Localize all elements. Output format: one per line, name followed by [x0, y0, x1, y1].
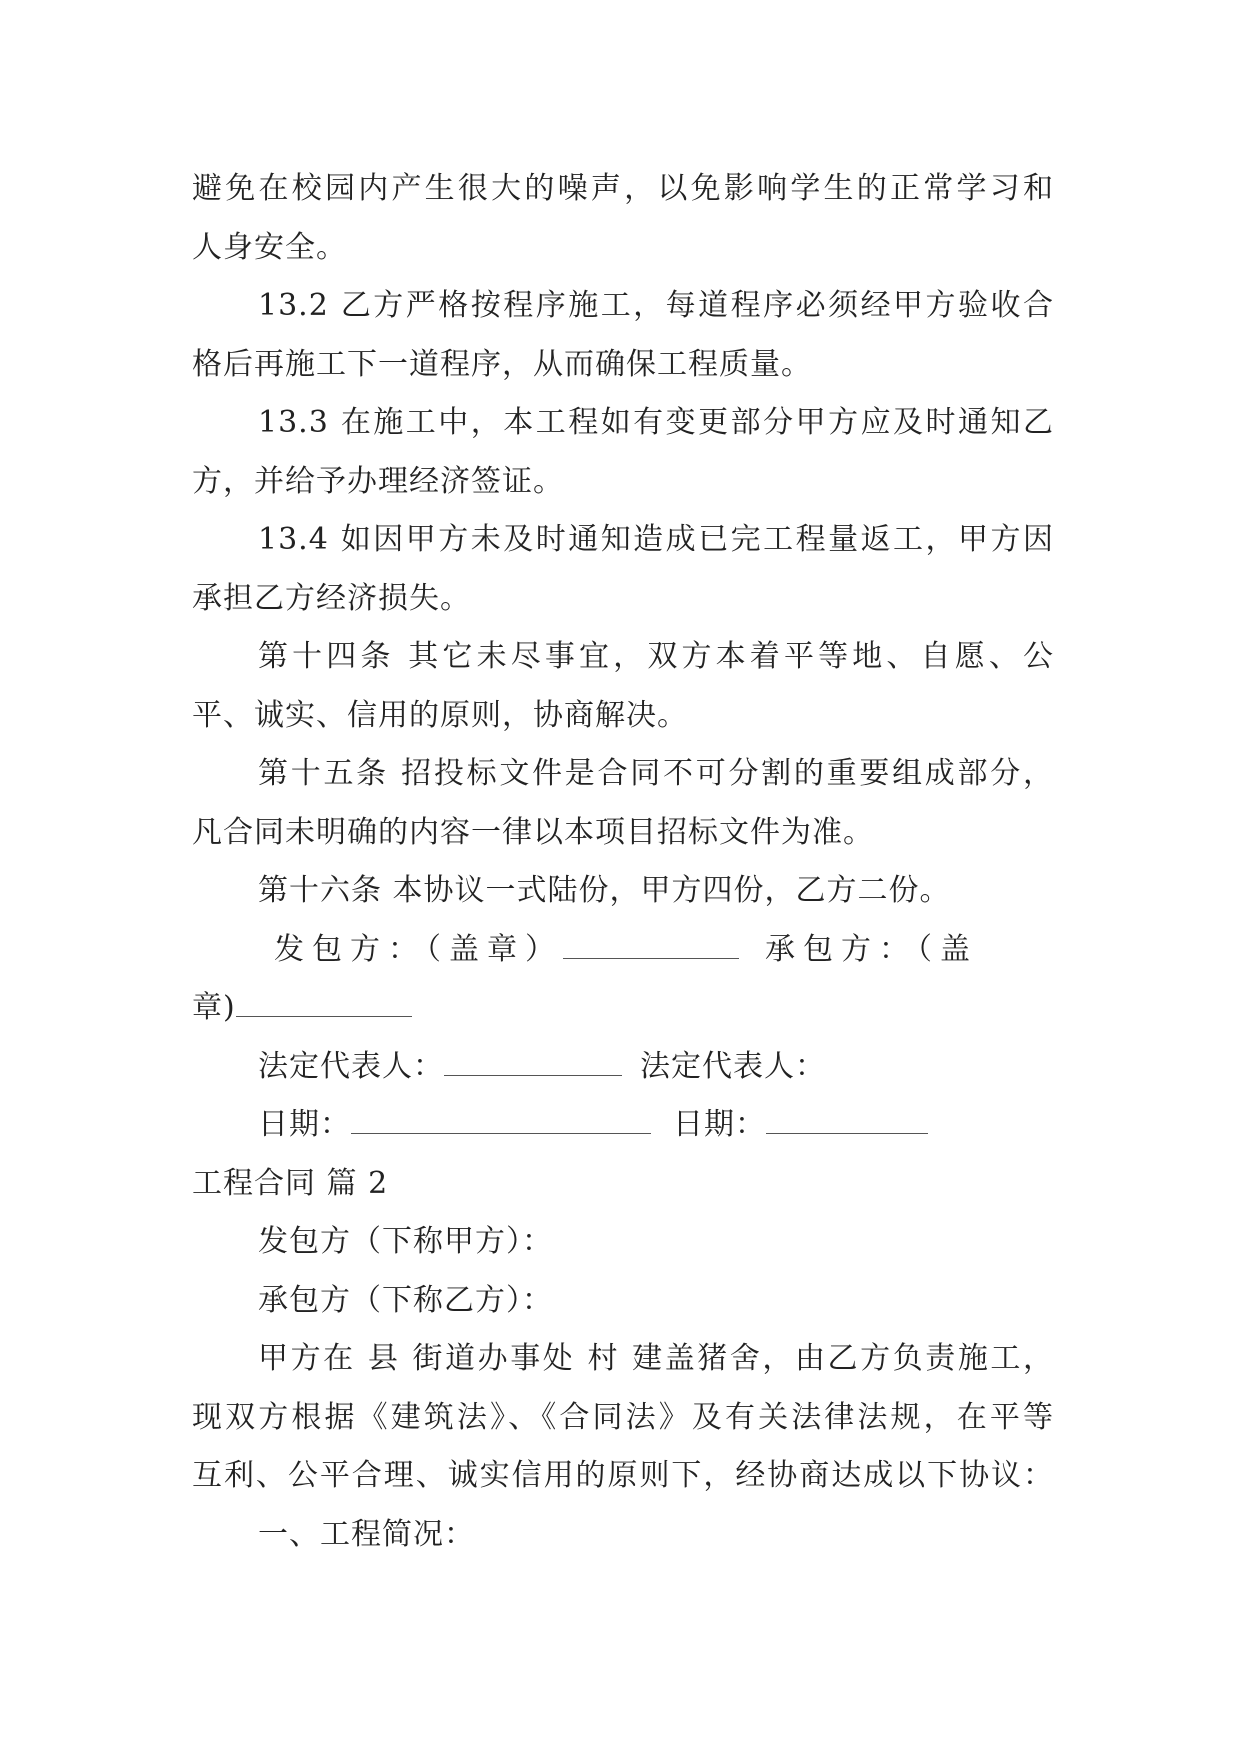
signature-line-1 — [192, 921, 1054, 980]
contractor-legal-rep-label: 法定代表人： — [640, 1048, 826, 1084]
clause-13-2-line: 13.2 乙方严格按程序施工，每道程序必须经甲方验收合 — [258, 288, 1054, 323]
employer-legal-rep-label: 法定代表人： — [258, 1048, 444, 1084]
employer-date-blank — [351, 1105, 651, 1134]
date-line — [192, 1096, 1054, 1155]
clause-13-3-line: 13.3 在施工中，本工程如有变更部分甲方应及时通知乙 — [258, 405, 1054, 440]
clause-13-4-line: 13.4 如因甲方未及时通知造成已完工程量返工，甲方因 — [258, 522, 1054, 557]
article-14-line: 第十四条 其它未尽事宜，双方本着平等地、自愿、公 — [258, 639, 1054, 674]
article-15-line: 凡合同未明确的内容一律以本项目招标文件为准。 — [192, 814, 874, 850]
intro-line: 甲方在 县 街道办事处 村 建盖猪舍，由乙方负责施工， — [258, 1341, 1054, 1376]
legal-rep-line — [192, 1038, 1054, 1097]
contractor-date-blank — [766, 1105, 928, 1134]
employer-date-label: 日期： — [258, 1107, 351, 1142]
article-14-line: 平、诚实、信用的原则，协商解决。 — [192, 697, 688, 733]
clause-13-2-line: 格后再施工下一道程序，从而确保工程质量。 — [192, 346, 812, 382]
contractor-date-label: 日期： — [673, 1107, 766, 1142]
employer-legal-rep-blank — [444, 1047, 622, 1076]
signature-line-2 — [192, 979, 1054, 1038]
article-15-line: 第十五条 招投标文件是合同不可分割的重要组成部分， — [258, 756, 1054, 791]
contractor-line: 承包方（下称乙方）： — [258, 1282, 553, 1318]
article-16-line: 第十六条 本协议一式陆份，甲方四份，乙方二份。 — [258, 873, 951, 908]
contractor-seal-blank — [236, 988, 412, 1017]
contractor-seal-label-cont: 章) — [192, 990, 236, 1025]
document-page — [192, 160, 1054, 1564]
intro-line: 现双方根据《建筑法》、《合同法》及有关法律法规，在平等 — [192, 1399, 1054, 1435]
body-line: 避免在校园内产生很大的噪声，以免影响学生的正常学习和 — [192, 171, 1054, 206]
item-1-heading: 一、工程简况： — [258, 1516, 475, 1552]
section-title: 工程合同 篇 2 — [192, 1165, 389, 1201]
intro-line: 互利、公平合理、诚实信用的原则下，经协商达成以下协议： — [192, 1458, 1054, 1493]
contractor-seal-label: 承包方：（盖 — [765, 931, 978, 967]
clause-13-3-line: 方，并给予办理经济签证。 — [192, 463, 564, 499]
employer-line: 发包方（下称甲方）： — [258, 1224, 553, 1259]
clause-13-4-line: 承担乙方经济损失。 — [192, 580, 471, 616]
body-line: 人身安全。 — [192, 229, 347, 265]
employer-seal-label: 发包方：（盖章） — [274, 931, 563, 967]
employer-seal-blank — [563, 930, 739, 959]
